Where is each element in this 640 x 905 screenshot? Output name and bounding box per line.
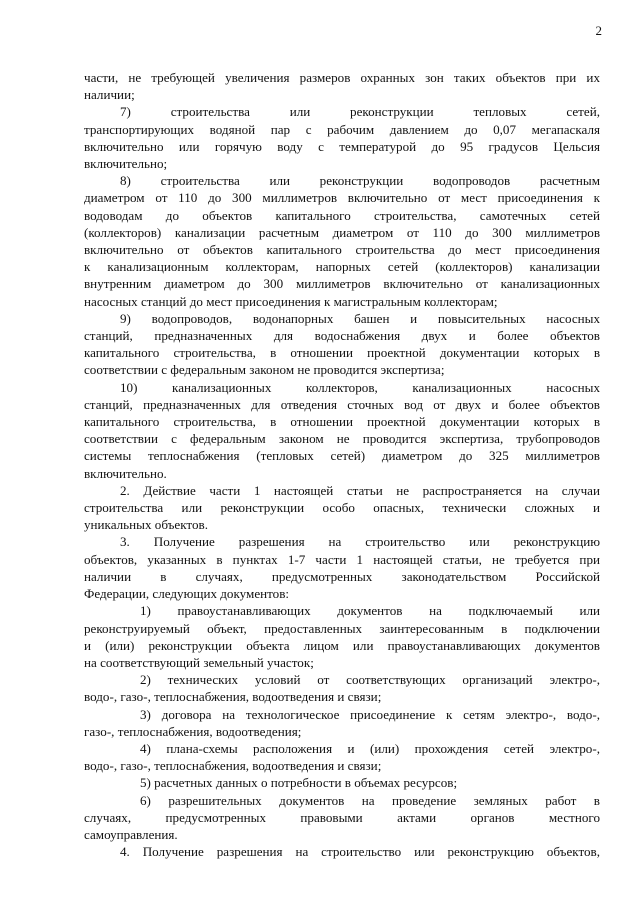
text-line: включительно или горячую воду с температурой до 95 градусов Цельсия bbox=[84, 138, 600, 154]
text-line: 2) технических условий от соответствующих организаций электро-, bbox=[140, 672, 600, 688]
text-line: насосных станций до мест присоединения к магистральным коллекторам; bbox=[84, 293, 498, 309]
text-line: и (или) реконструкции объекта лицом или правоустанавливающих документов bbox=[84, 637, 600, 653]
text-line: 4) плана-схемы расположения и (или) прохождения сетей электро-, bbox=[140, 740, 600, 756]
text-line: водоводам до объектов капитального строительства, самотечных сетей bbox=[84, 207, 600, 223]
text-line: к канализационным коллекторам, напорных сетей (коллекторов) канализации bbox=[84, 259, 600, 275]
text-line: внутренним диаметром до 300 миллиметров включительно от канализационных bbox=[84, 276, 600, 292]
text-line: 5) расчетных данных о потребности в объемах ресурсов; bbox=[140, 775, 458, 791]
text-line: 10) канализационных коллекторов, канализационных насосных bbox=[120, 379, 600, 395]
text-line: строительства или реконструкции особо опасных, технически сложных и bbox=[84, 500, 600, 516]
text-line: 1) правоустанавливающих документов на подключаемый или bbox=[140, 603, 600, 619]
document-body bbox=[84, 69, 600, 860]
text-line: станций, предназначенных для водоснабжения двух и более объектов bbox=[84, 328, 600, 344]
text-line: наличии в случаях, предусмотренных законодательством Российской bbox=[84, 568, 600, 584]
text-line: капитального строительства, в отношении проектной документации которых в bbox=[84, 414, 600, 430]
text-line: 8) строительства или реконструкции водопроводов расчетным bbox=[120, 173, 600, 189]
text-line: части, не требующей увеличения размеров охранных зон таких объектов при их bbox=[84, 70, 600, 85]
text-line: водо-, газо-, теплоснабжения, водоотведения и связи; bbox=[84, 689, 382, 705]
text-line: объектов, указанных в пунктах 1-7 части 1 настоящей статьи, не требуется при bbox=[84, 551, 600, 567]
text-line: диаметром от 110 до 300 миллиметров включительно от мест присоединения к bbox=[84, 190, 600, 206]
text-line: 3. Получение разрешения на строительство или реконструкцию bbox=[120, 534, 600, 550]
text-line: 3) договора на технологическое присоединение к сетям электро-, водо-, bbox=[140, 706, 600, 722]
text-line: системы теплоснабжения (тепловых сетей) диаметром до 325 миллиметров bbox=[84, 448, 600, 464]
text-line: транспортирующих водяной пар с рабочим давлением до 0,07 мегапаскаля bbox=[84, 121, 600, 137]
text-line: Федерации, следующих документов: bbox=[84, 586, 290, 602]
text-line: включительно от объектов капитального строительства до мест присоединения bbox=[84, 242, 600, 258]
text-line: соответствии с федеральным законом не проводится экспертиза, трубопроводов bbox=[84, 431, 600, 447]
text-line: (коллекторов) канализации расчетным диаметром от 110 до 300 миллиметров bbox=[84, 224, 600, 240]
text-line: реконструируемый объект, предоставленных заинтересованным в подключении bbox=[84, 620, 600, 636]
text-line: станций, предназначенных для отведения сточных вод от двух и более объектов bbox=[84, 396, 600, 412]
text-line: газо-, теплоснабжения, водоотведения; bbox=[84, 723, 302, 739]
text-line: 4. Получение разрешения на строительство или реконструкцию объектов, bbox=[120, 844, 600, 860]
text-line: включительно; bbox=[84, 156, 168, 172]
page-number: 2 bbox=[595, 23, 602, 38]
text-line: водо-, газо-, теплоснабжения, водоотведения и связи; bbox=[84, 758, 382, 774]
text-line: капитального строительства, в отношении проектной документации которых в bbox=[84, 345, 600, 361]
text-line: 2. Действие части 1 настоящей статьи не распространяется на случаи bbox=[120, 482, 600, 498]
text-line: включительно. bbox=[84, 465, 167, 481]
text-line: на соответствующий земельный участок; bbox=[84, 654, 314, 670]
text-line: 6) разрешительных документов на проведение земляных работ в bbox=[140, 792, 600, 808]
text-line: соответствии с федеральным законом не проводится экспертиза; bbox=[84, 362, 445, 378]
text-line: 9) водопроводов, водонапорных башен и повысительных насосных bbox=[120, 310, 600, 326]
text-line: 7) строительства или реконструкции тепловых сетей, bbox=[120, 104, 600, 120]
text-line: самоуправления. bbox=[84, 826, 178, 842]
text-line: уникальных объектов. bbox=[84, 517, 208, 533]
text-line: случаях, предусмотренных правовыми актами органов местного bbox=[84, 809, 600, 825]
text-line: наличии; bbox=[84, 87, 135, 103]
